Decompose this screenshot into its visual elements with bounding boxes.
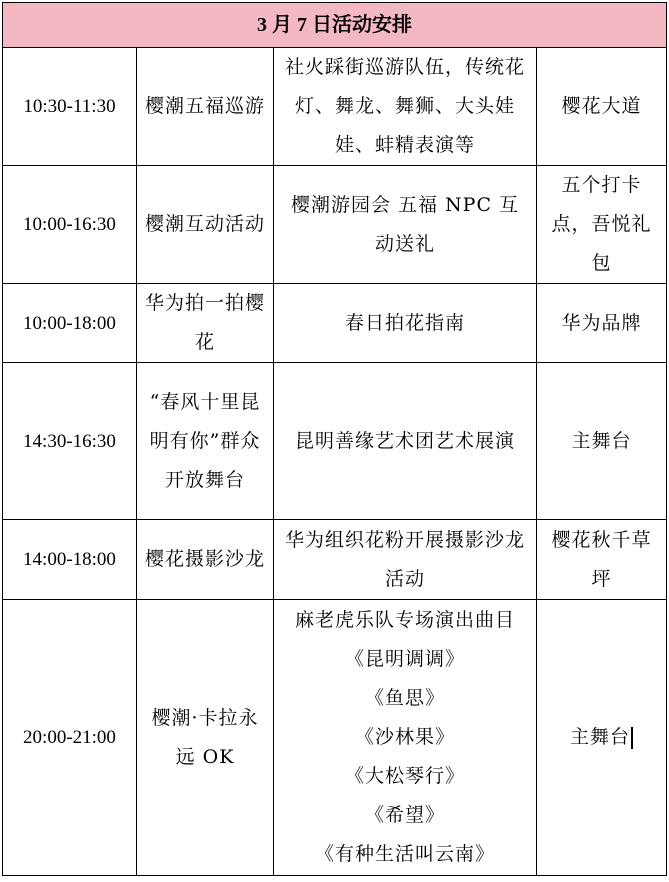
location-cell: 樱花大道 xyxy=(537,48,667,166)
song-title: 《昆明调调》 xyxy=(344,648,465,670)
content-cell xyxy=(274,520,537,600)
event-cell: 华为拍一拍樱花 xyxy=(137,284,274,363)
content-cell xyxy=(274,166,537,284)
event-cell: 樱潮·卡拉永远 OK xyxy=(137,600,274,876)
time-cell: 10:00-16:30 xyxy=(3,166,137,284)
content-line: 樱潮游园会 五福 NPC 互动送礼 xyxy=(290,193,520,255)
location-cell: 五个打卡点，吾悦礼包 xyxy=(537,166,667,284)
event-cell: 樱潮互动活动 xyxy=(137,166,274,284)
content-cell xyxy=(274,284,537,363)
event-cell: 樱花摄影沙龙 xyxy=(137,520,274,600)
event-cell: “春风十里昆明有你”群众开放舞台 xyxy=(137,363,274,520)
content-line: 昆明善缘艺术团艺术展演 xyxy=(294,429,515,452)
schedule-title: 3 月 7 日活动安排 xyxy=(3,3,667,48)
content-cell xyxy=(274,600,537,876)
time-cell: 10:00-18:00 xyxy=(3,284,137,363)
location-cell: 樱花秋千草坪 xyxy=(537,520,667,600)
song-title: 《沙林果》 xyxy=(354,726,455,748)
content-line: 社火踩街巡游队伍，传统花灯、舞龙、舞狮、大头娃娃、蚌精表演等 xyxy=(284,56,525,156)
content-cell xyxy=(274,363,537,520)
table-row xyxy=(3,363,667,520)
table-row xyxy=(3,166,667,284)
table-row xyxy=(3,48,667,166)
table-row xyxy=(3,284,667,363)
content-cell xyxy=(274,48,537,166)
content-line: 华为组织花粉开展摄影沙龙活动 xyxy=(284,528,525,590)
song-title: 《大松琴行》 xyxy=(344,765,465,787)
title-row xyxy=(3,3,667,48)
content-line: 麻老虎乐队专场演出曲目 xyxy=(294,609,515,631)
time-cell: 20:00-21:00 xyxy=(3,600,137,876)
schedule-document xyxy=(2,2,666,876)
text-cursor xyxy=(631,727,633,749)
location-cell: 主舞台 xyxy=(537,363,667,520)
content-line: 春日拍花指南 xyxy=(344,311,465,334)
time-cell: 14:30-16:30 xyxy=(3,363,137,520)
time-cell: 14:00-18:00 xyxy=(3,520,137,600)
event-cell: 樱潮五福巡游 xyxy=(137,48,274,166)
song-title: 《有种生活叫云南》 xyxy=(314,843,495,865)
location-text: 主舞台 xyxy=(569,726,630,748)
table-row xyxy=(3,600,667,876)
time-cell: 10:30-11:30 xyxy=(3,48,137,166)
location-cell[interactable] xyxy=(537,600,667,876)
table-row xyxy=(3,520,667,600)
song-title: 《鱼思》 xyxy=(364,687,445,709)
location-cell: 华为品牌 xyxy=(537,284,667,363)
schedule-table xyxy=(2,2,667,876)
song-title: 《希望》 xyxy=(364,804,445,826)
